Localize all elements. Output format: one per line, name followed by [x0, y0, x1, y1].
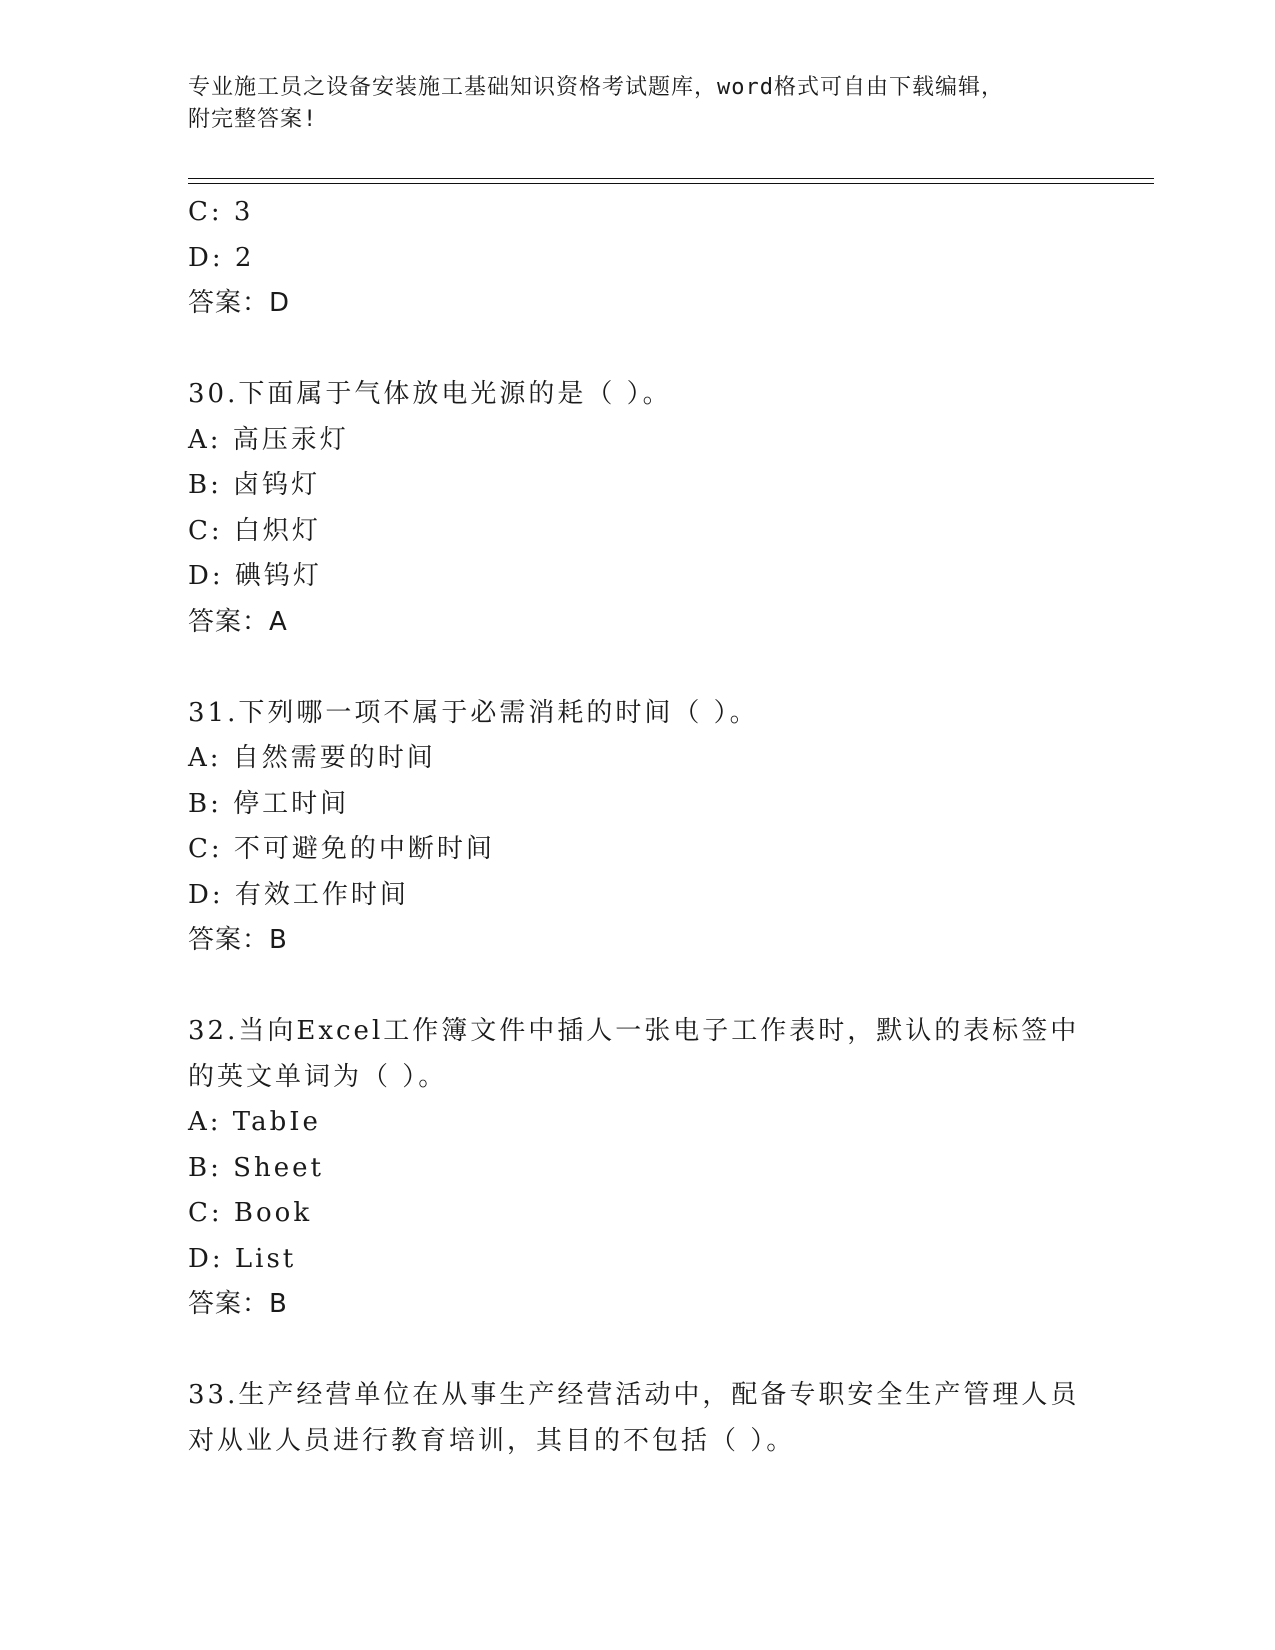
answer-label: 答案：A	[188, 606, 288, 637]
question-stem-line-2: 的英文单词为（ ）。	[188, 1061, 448, 1092]
question-30	[188, 372, 1088, 645]
option-d: D: 2	[188, 242, 255, 273]
question-32	[188, 1009, 1088, 1328]
option-a: A: TabIe	[188, 1107, 321, 1137]
question-stem-line-1: 33.生产经营单位在从事生产经营活动中，配备专职安全生产管理人员	[188, 1380, 1080, 1410]
header-divider-top	[188, 178, 1154, 179]
spacer	[188, 645, 1088, 691]
question-stem-line-1: 32.当向Excel工作簿文件中插人一张电子工作表时，默认的表标签中	[188, 1016, 1080, 1046]
option-d: D: 碘钨灯	[188, 561, 322, 591]
option-d: D: List	[188, 1243, 297, 1274]
option-a: A: 高压汞灯	[188, 424, 349, 455]
option-b: B: 停工时间	[188, 788, 350, 819]
question-31	[188, 691, 1088, 964]
question-stem: 30.下面属于气体放电光源的是（ ）。	[188, 379, 672, 409]
question-stem: 31.下列哪一项不属于必需消耗的时间（ ）。	[188, 697, 759, 728]
answer-label: 答案：D	[188, 288, 291, 318]
question-33	[188, 1373, 1088, 1464]
header-line-2: 附完整答案!	[188, 107, 318, 132]
header-divider-bottom	[188, 183, 1154, 184]
question-29-tail	[188, 190, 1088, 327]
spacer	[188, 327, 1088, 373]
option-d: D: 有效工作时间	[188, 879, 409, 910]
answer-label: 答案：B	[188, 1289, 288, 1319]
option-c: C: Book	[188, 1198, 313, 1228]
spacer	[188, 1328, 1088, 1374]
spacer	[188, 964, 1088, 1010]
document-header	[188, 72, 1088, 136]
question-stem-line-2: 对从业人员进行教育培训，其目的不包括（ ）。	[188, 1425, 796, 1456]
option-a: A: 自然需要的时间	[188, 743, 436, 773]
header-line-1: 专业施工员之设备安装施工基础知识资格考试题库，word格式可自由下载编辑，	[188, 75, 1004, 100]
option-b: B: Sheet	[188, 1152, 324, 1183]
option-b: B: 卤钨灯	[188, 470, 321, 500]
option-c: C: 不可避免的中断时间	[188, 834, 495, 864]
option-c: C: 3	[188, 197, 254, 227]
question-list	[188, 190, 1088, 1464]
answer-label: 答案：B	[188, 925, 288, 955]
option-c: C: 白炽灯	[188, 515, 321, 546]
